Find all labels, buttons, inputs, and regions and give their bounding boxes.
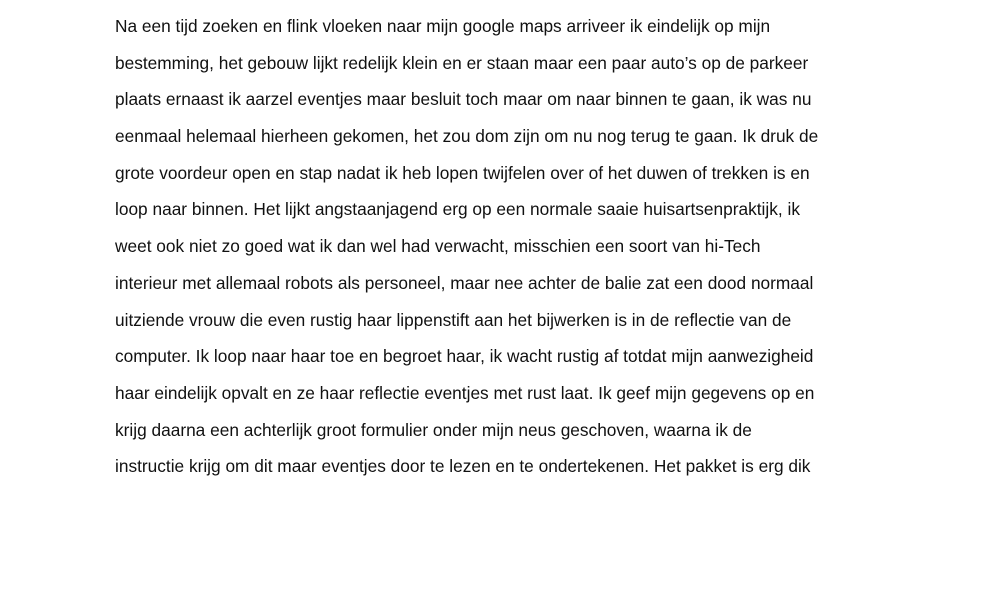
body-paragraph	[115, 11, 875, 488]
text-line: uitziende vrouw die even rustig haar lippenstift aan het bijwerken is in de reflectie van de	[115, 309, 792, 330]
text-line: loop naar binnen. Het lijkt angstaanjagend erg op een normale saaie huisartsenpraktijk, ik	[115, 199, 800, 220]
text-line: computer. Ik loop naar haar toe en begroet haar, ik wacht rustig af totdat mijn aanwezigheid	[115, 346, 814, 367]
text-line: krijg daarna een achterlijk groot formulier onder mijn neus geschoven, waarna ik de	[115, 419, 752, 440]
text-line: grote voordeur open en stap nadat ik heb lopen twijfelen over of het duwen of trekken is en	[115, 162, 810, 183]
text-line: Na een tijd zoeken en flink vloeken naar mijn google maps arriveer ik eindelijk op mijn	[115, 16, 771, 36]
text-line: bestemming, het gebouw lijkt redelijk klein en er staan maar een paar auto’s op de parkeer	[115, 52, 809, 73]
text-line: instructie krijg om dit maar eventjes door te lezen en te ondertekenen. Het pakket is erg dik	[115, 456, 811, 477]
text-line: haar eindelijk opvalt en ze haar reflectie eventjes met rust laat. Ik geef mijn gegevens op en	[115, 382, 815, 403]
text-line: eenmaal helemaal hierheen gekomen, het zou dom zijn om nu nog terug te gaan. Ik druk de	[115, 126, 819, 147]
text-line: plaats ernaast ik aarzel eventjes maar besluit toch maar om naar binnen te gaan, ik was nu	[115, 89, 812, 110]
text-line: weet ook niet zo goed wat ik dan wel had verwacht, misschien een soort van hi-Tech	[115, 236, 761, 257]
text-line: interieur met allemaal robots als personeel, maar nee achter de balie zat een dood normaal	[115, 272, 814, 293]
